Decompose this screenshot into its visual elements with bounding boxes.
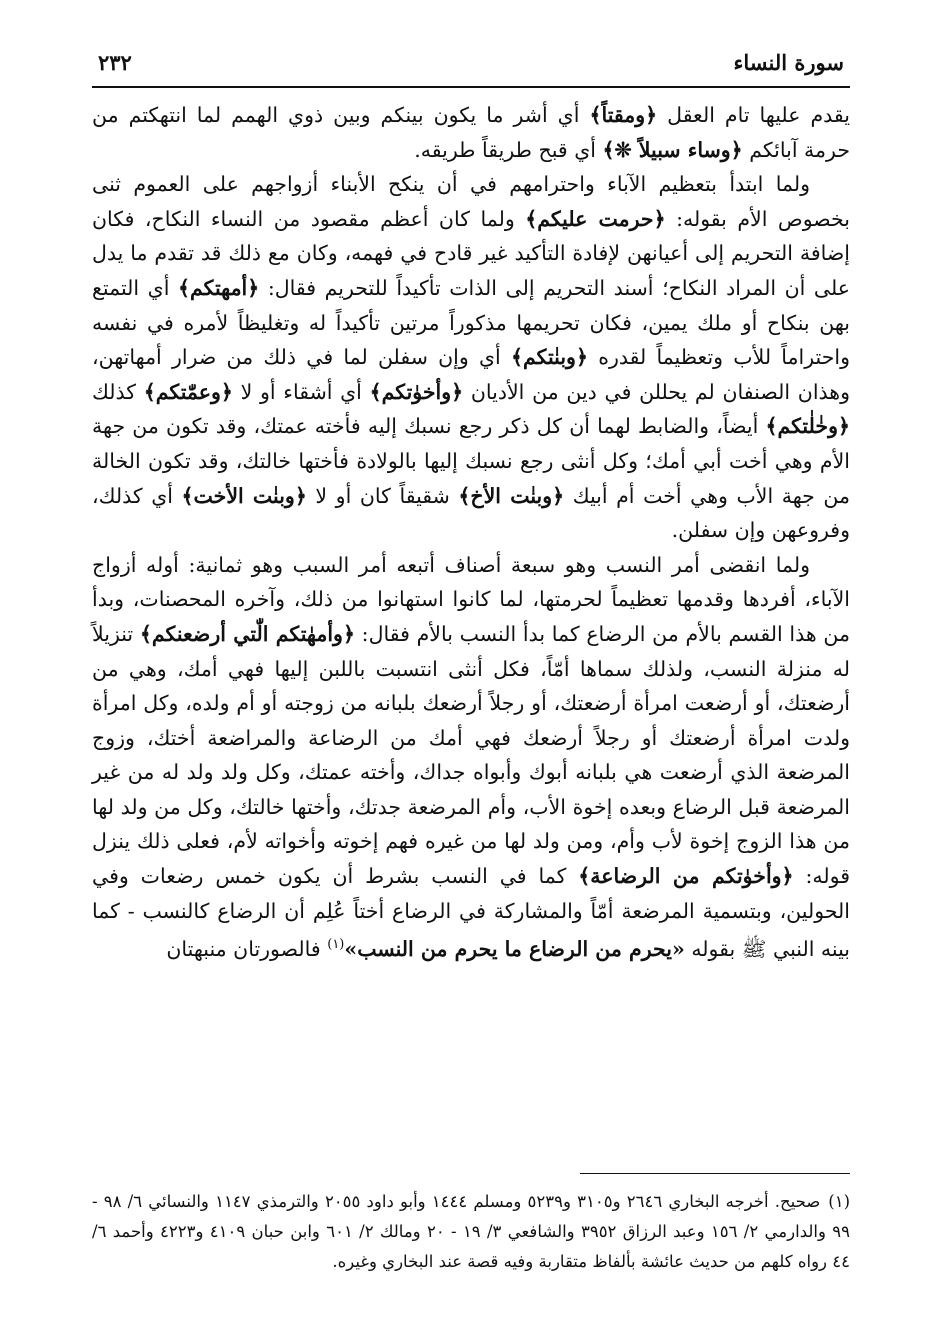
quoted-phrase: ﴿حرمت عليكم﴾ (525, 206, 666, 231)
text-run: أي أشر ما يكون بينكم وبين ذوي الهمم لما انتهكتم من حرمة آبائكم (92, 103, 850, 162)
quoted-phrase: ﴿وساء سبيلاً ❊﴾ (602, 137, 743, 162)
page-number: ٢٣٢ (98, 50, 132, 75)
quoted-phrase: ﴿وعمّٰتكم﴾ (143, 379, 233, 404)
quoted-phrase: ﴿وبنٰتكم﴾ (511, 345, 588, 370)
quoted-phrase: ﴿وخٰلٰتكم﴾ (765, 414, 850, 439)
text-run: فالصورتان منبهتان (166, 937, 328, 962)
book-page (92, 40, 850, 1290)
quoted-phrase: ﴿وبنٰت الأخت﴾ (181, 483, 307, 508)
text-run: أيضاً، والضابط لهما أن كل ذكر رجع نسبك إليه فأخته عمتك، وقد تكون من جهة الأم وهي أخت أبي أمك؛ وكل أنثى رجع نسبك إليها بالولادة فأختها خالتك، وقد تكون الخالة من جهة الأب وهي أخت أم أبيك (92, 414, 850, 508)
paragraph (92, 548, 850, 967)
text-run: كذلك (92, 379, 144, 404)
text-run: يقدم عليها تام العقل (657, 103, 850, 127)
paragraph (92, 167, 850, 548)
text-run: ولما ابتدأ بتعظيم الآباء واحترامهم في أن ينكح الأبناء أزواجهم على العموم ثنى بخصوص الأم بقوله: (92, 172, 850, 231)
text-run: كما في النسب بشرط أن يكون خمس رضعات وفي الحولين، وبتسمية المرضعة أمّاً والمشاركة في الرضاع أختاً عُلِم أن الرضاع كالنسب - كما بينه النبي ﷺ بقوله (92, 864, 850, 962)
text-run: أي أشقاء أو لا (232, 379, 370, 404)
footnotes (92, 1187, 850, 1277)
footnote-separator (580, 1173, 850, 1174)
quoted-phrase: ﴿ومقتاً﴾ (589, 103, 658, 127)
paragraph (92, 98, 850, 167)
surah-title: سورة النساء (733, 50, 844, 75)
text-run: أي التمتع بهن بنكاح أو ملك يمين، فكان تحريمها مذكوراً مرتين تأكيداً له وتغليظاً لأمره في نفسه واحتراماً للأب وتعظيماً لقدره (92, 275, 850, 370)
quoted-phrase: «يحرم من الرضاع ما يحرم من النسب» (344, 937, 685, 962)
text-run: تنزيلاً له منزلة النسب، ولذلك سماها أمّاً، فكل أنثى انتسبت باللبن إليها فهي أمك، وهي من أرضعتك، أو أرضعت امرأة أرضعتك، أو رجلاً أرضعك بلبانه من زوجته أو أم ولده، وكل امرأة ولدت امرأة أرضعتك أو رجلاً أرضعك فهي أمك من الرضاعة والمراضعة أختك، وزوج المرضعة الذي أرضعت هي بلبانه أبوك وأبواه جداك، وأخته عمتك، وكل ولد ولد له من غير المرضعة قبل الرضاع وبعده إخوة الأب، وأم المرضعة جدتك، وأختها خالتك، وكل من ولد لها من هذا الزوج إخوة لأب وأم، ومن ولد لها من غيره فهم إخوته وأخواته لأم، فعلى ذلك ينزل قوله: (92, 621, 850, 889)
footnote-text: صحيح. أخرجه البخاري ٢٦٤٦ و٣١٠٥ و٥٢٣٩ ومسلم ١٤٤٤ وأبو داود ٢٠٥٥ والترمذي ١١٤٧ والنسائي ٦/ ٩٨ - ٩٩ والدارمي ٢/ ١٥٦ وعبد الرزاق ٣٩٥٢ والشافعي ٣/ ١٩ - ٢٠ ومالك ٢/ ٦٠١ وابن حبان ٤١٠٩ و٤٢٢٣ وأحمد ٦/ ٤٤ رواه كلهم من حديث عائشة بألفاظ متقاربة وفيه قصة عند البخاري وغيره. (92, 1192, 850, 1271)
quoted-phrase: ﴿أمهتكم﴾ (177, 275, 260, 300)
text-run: أي كذلك، وفروعهن وإن سفلن. (92, 483, 850, 543)
quoted-phrase: ﴿وبنٰت الأخ﴾ (458, 483, 565, 508)
footnote-number: (١) (828, 1192, 851, 1211)
text-run: شقيقاً كان أو لا (306, 483, 459, 508)
page-header (92, 40, 850, 88)
text-run: ولما انقضى أمر النسب وهو سبعة أصناف أتبعه أمر السبب وهو ثمانية: أوله أزواج الآباء، أفردها وقدمها تعظيماً لحرمتها، لما كانوا استهانوا من ذلك، وآخره المحصنات، وبدأ من هذا القسم بالأم من الرضاع كما بدأ النسب بالأم فقال: (92, 552, 850, 646)
text-run: أي قبح طريقاً طريقه. (414, 137, 603, 162)
text-run: ولما كان أعظم مقصود من النساء النكاح، فكان إضافة التحريم إلى أعيانهن لإفادة التأكيد غير قادح في فهمه، وكان مع ذلك قد تقدم ما يدل على أن المراد النكاح؛ أسند التحريم إلى الذات تأكيداً للتحريم فقال: (92, 206, 851, 300)
text-run: أي وإن سفلن لما في ذلك من ضرار أمهاتهن، وهذان الصنفان لم يحللن في دين من الأديان (92, 345, 850, 404)
footnote-ref: (١) (327, 937, 345, 953)
main-text (92, 98, 850, 967)
quoted-phrase: ﴿وأمهٰتكم الّٰتي أرضعنكم﴾ (139, 621, 355, 646)
quoted-phrase: ﴿وأخوٰتكم من الرضاعة﴾ (578, 864, 794, 889)
quoted-phrase: ﴿وأخوٰتكم﴾ (369, 379, 464, 404)
